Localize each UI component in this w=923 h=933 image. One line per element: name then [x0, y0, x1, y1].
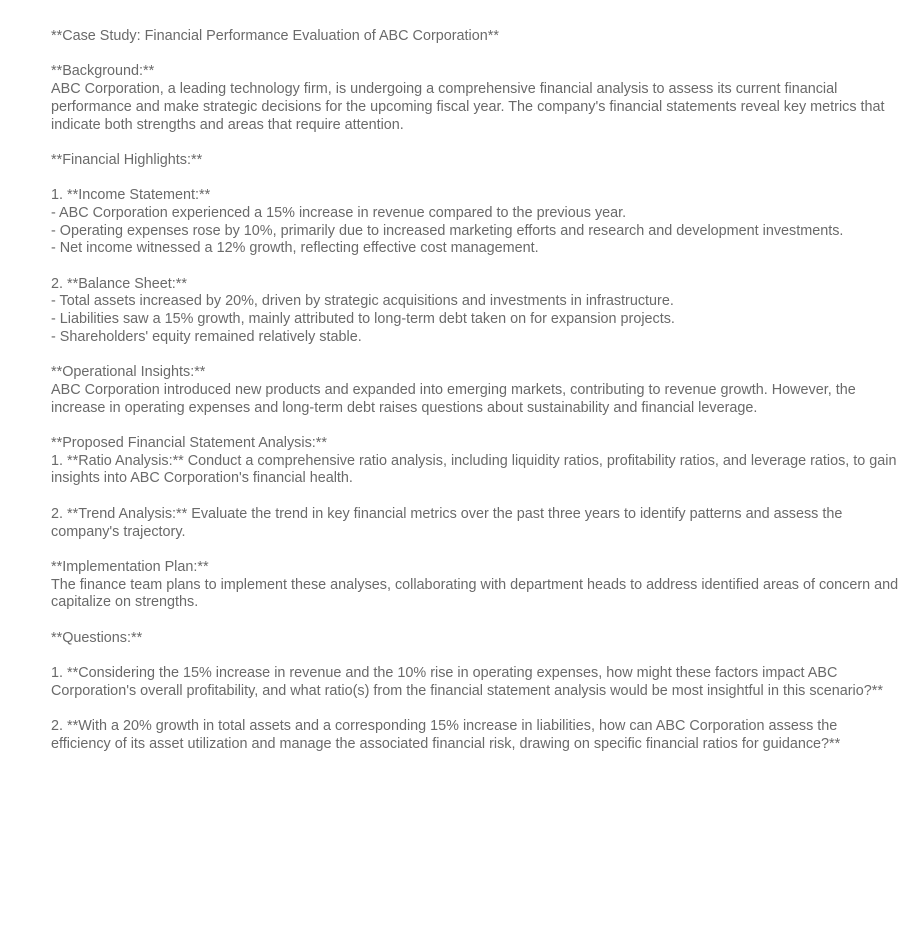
- income-item: - ABC Corporation experienced a 15% increase in revenue compared to the previous year.: [51, 204, 627, 221]
- operational-insights-heading: **Operational Insights:**: [51, 364, 206, 381]
- questions-heading: **Questions:**: [51, 629, 143, 646]
- income-item: - Operating expenses rose by 10%, primarily due to increased marketing efforts and research and development investments.: [51, 222, 844, 239]
- implementation-plan-heading: **Implementation Plan:**: [51, 558, 209, 575]
- implementation-plan-paragraph: The finance team plans to implement these analyses, collaborating with department heads to address identified areas of concern and capitalize on strengths.: [51, 576, 899, 611]
- question-2: 2. **With a 20% growth in total assets and a corresponding 15% increase in liabilities, how can ABC Corporation assess the efficiency of its asset utilization and manage the associated financial risk, drawing on specific financial ratios for guidance?**: [51, 718, 841, 752]
- background-heading: **Background:**: [51, 63, 155, 80]
- proposed-analysis-heading: **Proposed Financial Statement Analysis:**: [51, 435, 327, 452]
- ratio-analysis-paragraph: 1. **Ratio Analysis:** Conduct a comprehensive ratio analysis, including liquidity ratios, profitability ratios, and leverage ratios, to gain insights into ABC Corporation's financial health.: [51, 452, 897, 487]
- background-paragraph: ABC Corporation, a leading technology firm, is undergoing a comprehensive financial analysis to assess its current financial performance and make strategic decisions for the upcoming fiscal year. The company's financial statements reveal key metrics that indicate both strengths and areas that require attention.: [51, 81, 885, 133]
- balance-sheet-heading: 2. **Balance Sheet:**: [51, 275, 188, 292]
- document-body: [51, 28, 901, 754]
- balance-item: - Liabilities saw a 15% growth, mainly attributed to long-term debt taken on for expansion projects.: [51, 311, 675, 328]
- balance-item: - Total assets increased by 20%, driven by strategic acquisitions and investments in infrastructure.: [51, 293, 674, 310]
- document-title: **Case Study: Financial Performance Evaluation of ABC Corporation**: [51, 28, 499, 44]
- question-1: 1. **Considering the 15% increase in revenue and the 10% rise in operating expenses, how might these factors impact ABC Corporation's overall profitability, and what ratio(s) from the financial statement analysis would be most insightful in this scenario?**: [51, 665, 883, 699]
- financial-highlights-heading: **Financial Highlights:**: [51, 151, 203, 168]
- balance-item: - Shareholders' equity remained relatively stable.: [51, 328, 362, 345]
- income-item: - Net income witnessed a 12% growth, reflecting effective cost management.: [51, 240, 539, 257]
- operational-insights-paragraph: ABC Corporation introduced new products and expanded into emerging markets, contributing to revenue growth. However, the increase in operating expenses and long-term debt raises questions about sustainability and financial leverage.: [51, 381, 856, 416]
- trend-analysis-paragraph: 2. **Trend Analysis:** Evaluate the trend in key financial metrics over the past three years to identify patterns and assess the company's trajectory.: [51, 505, 843, 540]
- income-statement-heading: 1. **Income Statement:**: [51, 187, 211, 204]
